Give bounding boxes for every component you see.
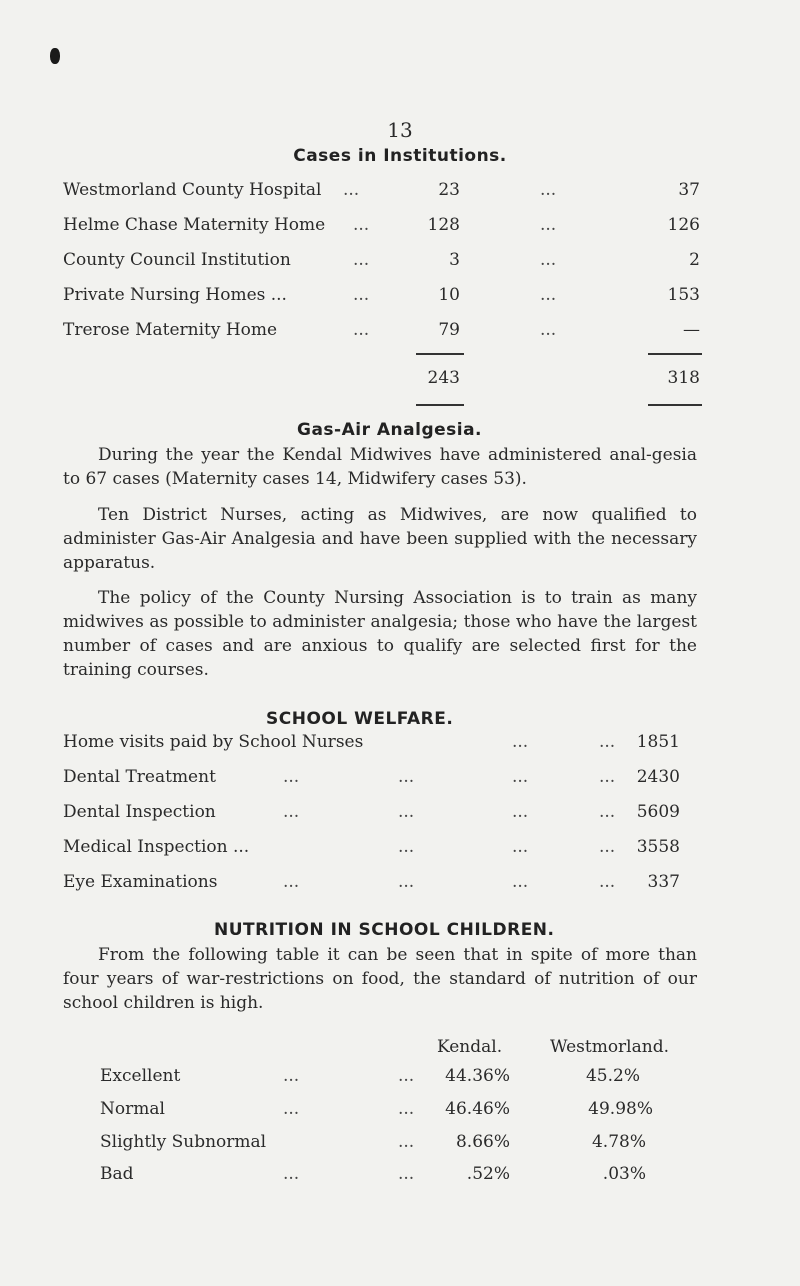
cases-heading: Cases in Institutions. <box>293 146 507 166</box>
cases-row-label: County Council Institution <box>63 250 291 270</box>
nutrition-westmorland-value: 45.2% <box>585 1066 640 1086</box>
gas-air-heading: Gas-Air Analgesia. <box>297 420 483 440</box>
gas-air-paragraph-1: During the year the Kendal Midwives have administered anal-gesia to 67 cases (Maternity cases 14, Midwifery cases 53). <box>63 445 697 489</box>
welfare-row-label: Medical Inspection ... <box>63 837 250 857</box>
nutrition-heading: NUTRITION IN SCHOOL CHILDREN. <box>214 920 555 940</box>
dot-leader: ... <box>599 767 616 787</box>
welfare-row-label: Home visits paid by School Nurses <box>63 732 364 752</box>
dot-leader: ... <box>512 767 529 787</box>
nutrition-kendal-value: 44.36% <box>445 1066 510 1086</box>
school-welfare-heading: SCHOOL WELFARE. <box>266 709 454 729</box>
dot-leader: ... <box>540 320 557 340</box>
cases-row-label: Trerose Maternity Home <box>63 320 278 340</box>
dot-leader: ... <box>398 872 415 892</box>
dot-leader: ... <box>540 180 557 200</box>
sum-rule <box>416 353 464 355</box>
cases-row-value-b: 126 <box>667 215 700 235</box>
dot-leader: ... <box>353 250 370 270</box>
dot-leader: ... <box>512 872 529 892</box>
welfare-row-label: Dental Inspection <box>63 802 216 822</box>
welfare-row-label: Eye Examinations <box>63 872 218 892</box>
cases-row-value-b: 153 <box>667 285 700 305</box>
nutrition-westmorland-value: 4.78% <box>591 1132 646 1152</box>
nutrition-westmorland-value: .03% <box>602 1164 646 1184</box>
col-header-kendal: Kendal. <box>437 1037 503 1057</box>
dot-leader: ... <box>353 320 370 340</box>
dot-leader: ... <box>398 802 415 822</box>
welfare-row-value: 5609 <box>636 802 680 822</box>
nutrition-kendal-value: 46.46% <box>445 1099 510 1119</box>
dot-leader: ... <box>283 1164 300 1184</box>
cases-row-value-a: 3 <box>449 250 460 270</box>
welfare-row-value: 337 <box>647 872 680 892</box>
cases-total-b: 318 <box>667 368 700 388</box>
cases-row-value-a: 128 <box>427 215 460 235</box>
dot-leader: ... <box>398 1132 415 1152</box>
welfare-row-value: 3558 <box>636 837 680 857</box>
cases-total-a: 243 <box>427 368 460 388</box>
welfare-row-label: Dental Treatment <box>63 767 216 787</box>
nutrition-row-label: Slightly Subnormal <box>100 1132 267 1152</box>
col-header-westmorland: Westmorland. <box>550 1037 669 1057</box>
dot-leader: ... <box>283 1066 300 1086</box>
dot-leader: ... <box>398 767 415 787</box>
dot-leader: ... <box>398 1066 415 1086</box>
nutrition-kendal-value: 8.66% <box>455 1132 510 1152</box>
dot-leader: ... <box>398 837 415 857</box>
dot-leader: ... <box>398 1164 415 1184</box>
sum-rule <box>416 404 464 406</box>
welfare-row-value: 2430 <box>636 767 680 787</box>
dot-leader: ... <box>343 180 360 200</box>
dot-leader: ... <box>599 872 616 892</box>
cases-row-label: Helme Chase Maternity Home <box>63 215 326 235</box>
dot-leader: ... <box>398 1099 415 1119</box>
dot-leader: ... <box>353 215 370 235</box>
dot-leader: ... <box>283 802 300 822</box>
cases-row-label: Private Nursing Homes ... <box>63 285 287 305</box>
cases-row-value-a: 23 <box>438 180 460 200</box>
dot-leader: ... <box>353 285 370 305</box>
cases-row-value-a: 10 <box>438 285 460 305</box>
cases-row-value-b: — <box>683 320 700 340</box>
dot-leader: ... <box>512 732 529 752</box>
dot-leader: ... <box>283 767 300 787</box>
ink-dot-mark <box>50 48 60 64</box>
gas-air-paragraph-2: Ten District Nurses, acting as Midwives, are now qualified to administer Gas-Air Analgesia and have been supplied with the necessary apparatus. <box>63 505 697 573</box>
nutrition-row-label: Normal <box>100 1099 165 1119</box>
cases-row-label: Westmorland County Hospital <box>63 180 322 200</box>
dot-leader: ... <box>540 285 557 305</box>
dot-leader: ... <box>599 837 616 857</box>
cases-row-value-b: 37 <box>678 180 700 200</box>
dot-leader: ... <box>540 215 557 235</box>
sum-rule <box>648 404 702 406</box>
gas-air-paragraph-3: The policy of the County Nursing Association is to train as many midwives as possible to administer analgesia; those who have the largest number of cases and are anxious to qualify are selected first for the training courses. <box>63 588 697 680</box>
nutrition-westmorland-value: 49.98% <box>588 1099 653 1119</box>
welfare-row-value: 1851 <box>636 732 680 752</box>
nutrition-row-label: Bad <box>100 1164 134 1184</box>
nutrition-kendal-value: .52% <box>466 1164 510 1184</box>
dot-leader: ... <box>283 1099 300 1119</box>
dot-leader: ... <box>512 837 529 857</box>
dot-leader: ... <box>599 732 616 752</box>
dot-leader: ... <box>512 802 529 822</box>
dot-leader: ... <box>283 872 300 892</box>
cases-row-value-a: 79 <box>438 320 460 340</box>
sum-rule <box>648 353 702 355</box>
page-number: 13 <box>387 118 413 142</box>
nutrition-row-label: Excellent <box>100 1066 181 1086</box>
dot-leader: ... <box>599 802 616 822</box>
cases-row-value-b: 2 <box>689 250 700 270</box>
dot-leader: ... <box>540 250 557 270</box>
nutrition-paragraph: From the following table it can be seen that in spite of more than four years of war-restrictions on food, the standard of nutrition of our school children is high. <box>63 945 697 1013</box>
